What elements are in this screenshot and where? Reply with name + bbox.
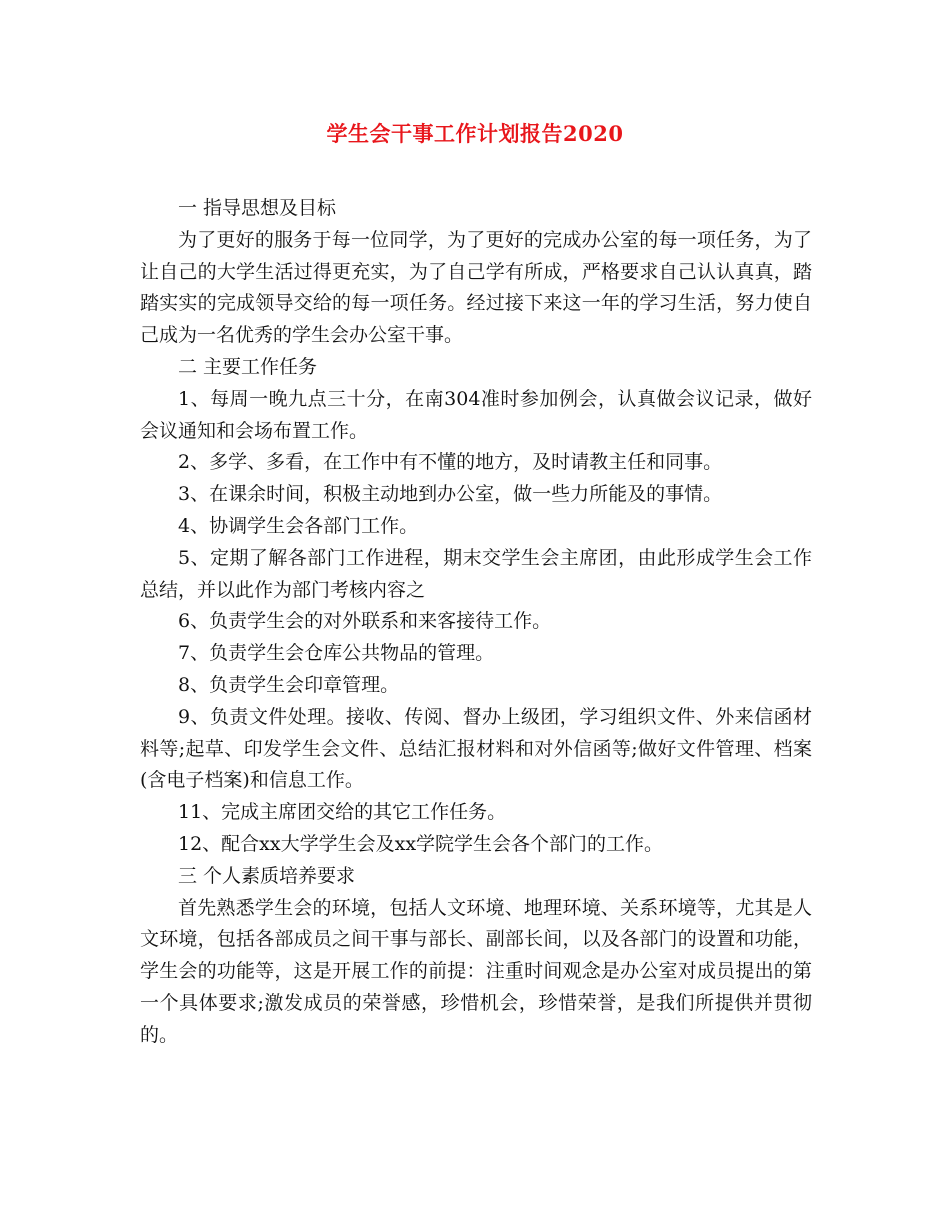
section-heading-guiding-ideas: 一 指导思想及目标 bbox=[178, 197, 337, 219]
paragraph-goals: 为了更好的服务于每一位同学，为了更好的完成办公室的每一项任务，为了让自己的大学生活过得更充实，为了自己学有所成，严格要求自己认认真真，踏踏实实的完成领导交给的每一项任务。经过接下来这一年的学习生活，努力使自己成为一名优秀的学生会办公室干事。 bbox=[140, 228, 812, 347]
task-item-4: 4、协调学生会各部门工作。 bbox=[178, 514, 419, 537]
paragraph-personal-quality: 首先熟悉学生会的环境，包括人文环境、地理环境、关系环境等，尤其是人文环境，包括各部成员之间干事与部长、副部长间，以及各部门的设置和功能，学生会的功能等，这是开展工作的前提：注重时间观念是办公室对成员提出的第一个具体要求;激发成员的荣誉感，珍惜机会，珍惜荣誉，是我们所提供并贯彻的。 bbox=[140, 896, 812, 1046]
section-heading-main-tasks: 二 主要工作任务 bbox=[178, 355, 318, 378]
task-item-3: 3、在课余时间，积极主动地到办公室，做一些力所能及的事情。 bbox=[178, 483, 723, 506]
task-item-12: 12、配合xx大学学生会及xx学院学生会各个部门的工作。 bbox=[178, 832, 664, 855]
task-item-8: 8、负责学生会印章管理。 bbox=[178, 673, 400, 696]
document-body bbox=[140, 193, 812, 1052]
task-item-7: 7、负责学生会仓库公共物品的管理。 bbox=[178, 642, 495, 665]
document-title: 学生会干事工作计划报告2020 bbox=[326, 121, 624, 146]
task-item-11: 11、完成主席团交给的其它工作任务。 bbox=[178, 801, 507, 824]
task-item-6: 6、负责学生会的对外联系和来客接待工作。 bbox=[178, 610, 552, 633]
task-item-9: 9、负责文件处理。接收、传阅、督办上级团，学习组织文件、外来信函材料等;起草、印发学生会文件、总结汇报材料和对外信函等;做好文件管理、档案(含电子档案)和信息工作。 bbox=[140, 705, 812, 792]
task-item-5: 5、定期了解各部门工作进程，期末交学生会主席团，由此形成学生会工作总结，并以此作为部门考核内容之 bbox=[140, 546, 812, 601]
section-heading-personal-quality: 三 个人素质培养要求 bbox=[178, 864, 356, 887]
task-item-2: 2、多学、多看，在工作中有不懂的地方，及时请教主任和同事。 bbox=[178, 451, 723, 474]
task-item-1: 1、每周一晚九点三十分，在南304准时参加例会，认真做会议记录，做好会议通知和会场布置工作。 bbox=[140, 387, 812, 442]
